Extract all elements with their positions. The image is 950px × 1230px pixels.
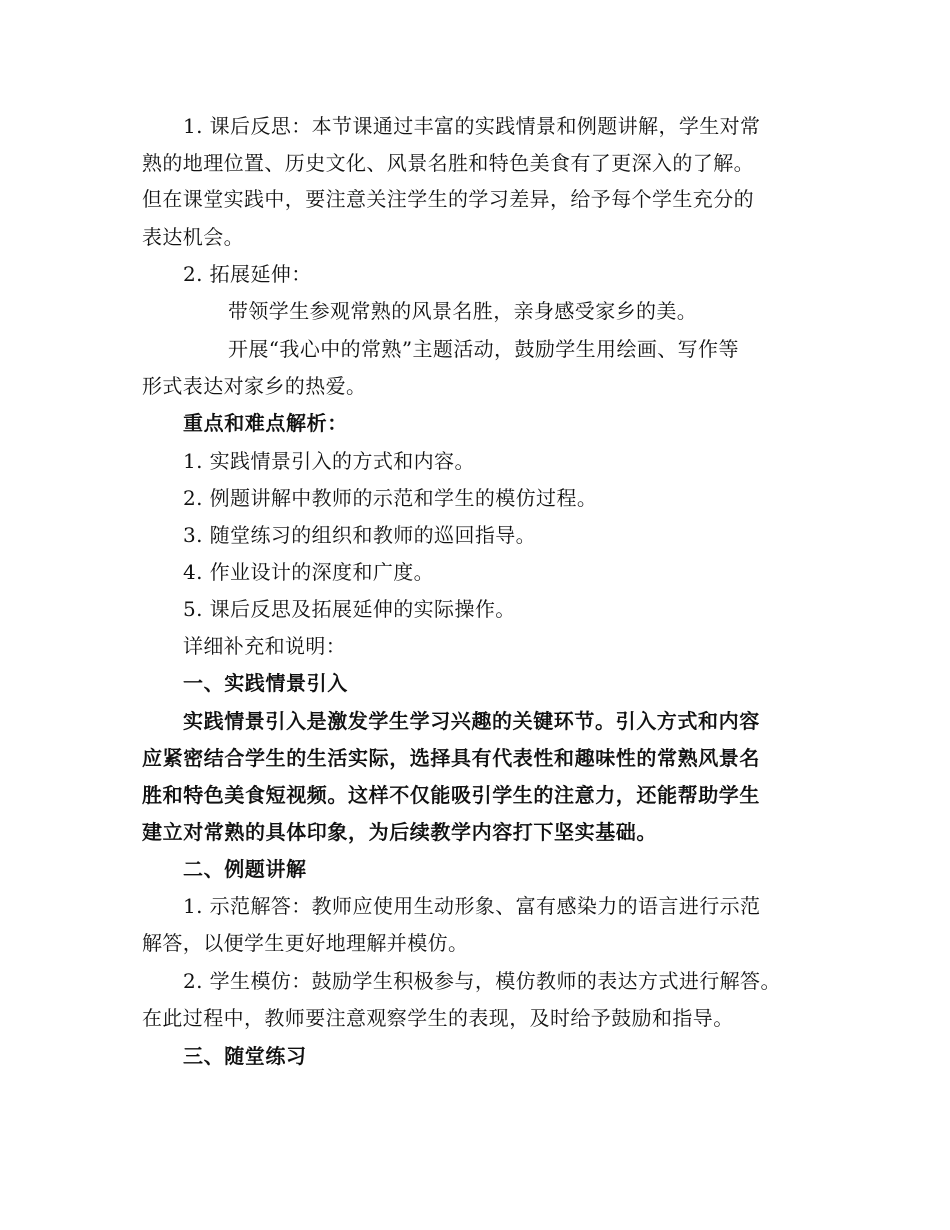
key-point-4: 4. 作业设计的深度和广度。 <box>183 560 435 584</box>
extension-heading: 2. 拓展延伸： <box>183 262 312 286</box>
extension-item-2-line-2: 形式表达对家乡的热爱。 <box>142 374 367 398</box>
section-2-item-1-line-1: 1. 示范解答：教师应使用生动形象、富有感染力的语言进行示范 <box>183 894 761 918</box>
reflection-line-2: 熟的地理位置、历史文化、风景名胜和特色美食有了更深入的了解。 <box>142 151 754 175</box>
section-1-heading: 一、实践情景引入 <box>183 671 348 695</box>
reflection-line-1: 1. 课后反思：本节课通过丰富的实践情景和例题讲解，学生对常 <box>183 114 761 138</box>
details-heading: 详细补充和说明： <box>183 634 347 658</box>
section-1-para-line-3: 胜和特色美食短视频。这样不仅能吸引学生的注意力，还能帮助学生 <box>142 783 760 807</box>
section-2-item-2-line-2: 在此过程中，教师要注意观察学生的表现，及时给予鼓励和指导。 <box>142 1006 734 1030</box>
key-point-2: 2. 例题讲解中教师的示范和学生的模仿过程。 <box>183 486 598 510</box>
section-1-para-line-2: 应紧密结合学生的生活实际，选择具有代表性和趣味性的常熟风景名 <box>142 746 760 770</box>
reflection-line-3: 但在课堂实践中，要注意关注学生的学习差异，给予每个学生充分的 <box>142 187 754 211</box>
section-1-para-line-4: 建立对常熟的具体印象，为后续教学内容打下坚实基础。 <box>142 820 657 844</box>
extension-item-1: 带领学生参观常熟的风景名胜，亲身感受家乡的美。 <box>228 299 698 323</box>
section-1-para-line-1: 实践情景引入是激发学生学习兴趣的关键环节。引入方式和内容 <box>183 709 760 733</box>
key-point-1: 1. 实践情景引入的方式和内容。 <box>183 449 475 473</box>
extension-item-2-line-1: 开展“我心中的常熟”主题活动，鼓励学生用绘画、写作等 <box>228 337 739 361</box>
section-3-heading: 三、随堂练习 <box>183 1044 307 1068</box>
key-points-heading: 重点和难点解析： <box>183 411 348 435</box>
key-point-5: 5. 课后反思及拓展延伸的实际操作。 <box>183 597 516 621</box>
section-2-item-2-line-1: 2. 学生模仿：鼓励学生积极参与，模仿教师的表达方式进行解答。 <box>183 969 781 993</box>
section-2-heading: 二、例题讲解 <box>183 857 307 881</box>
section-2-item-1-line-2: 解答，以便学生更好地理解并模仿。 <box>142 931 469 955</box>
key-point-3: 3. 随堂练习的组织和教师的巡回指导。 <box>183 523 537 547</box>
reflection-line-4: 表达机会。 <box>142 225 244 249</box>
